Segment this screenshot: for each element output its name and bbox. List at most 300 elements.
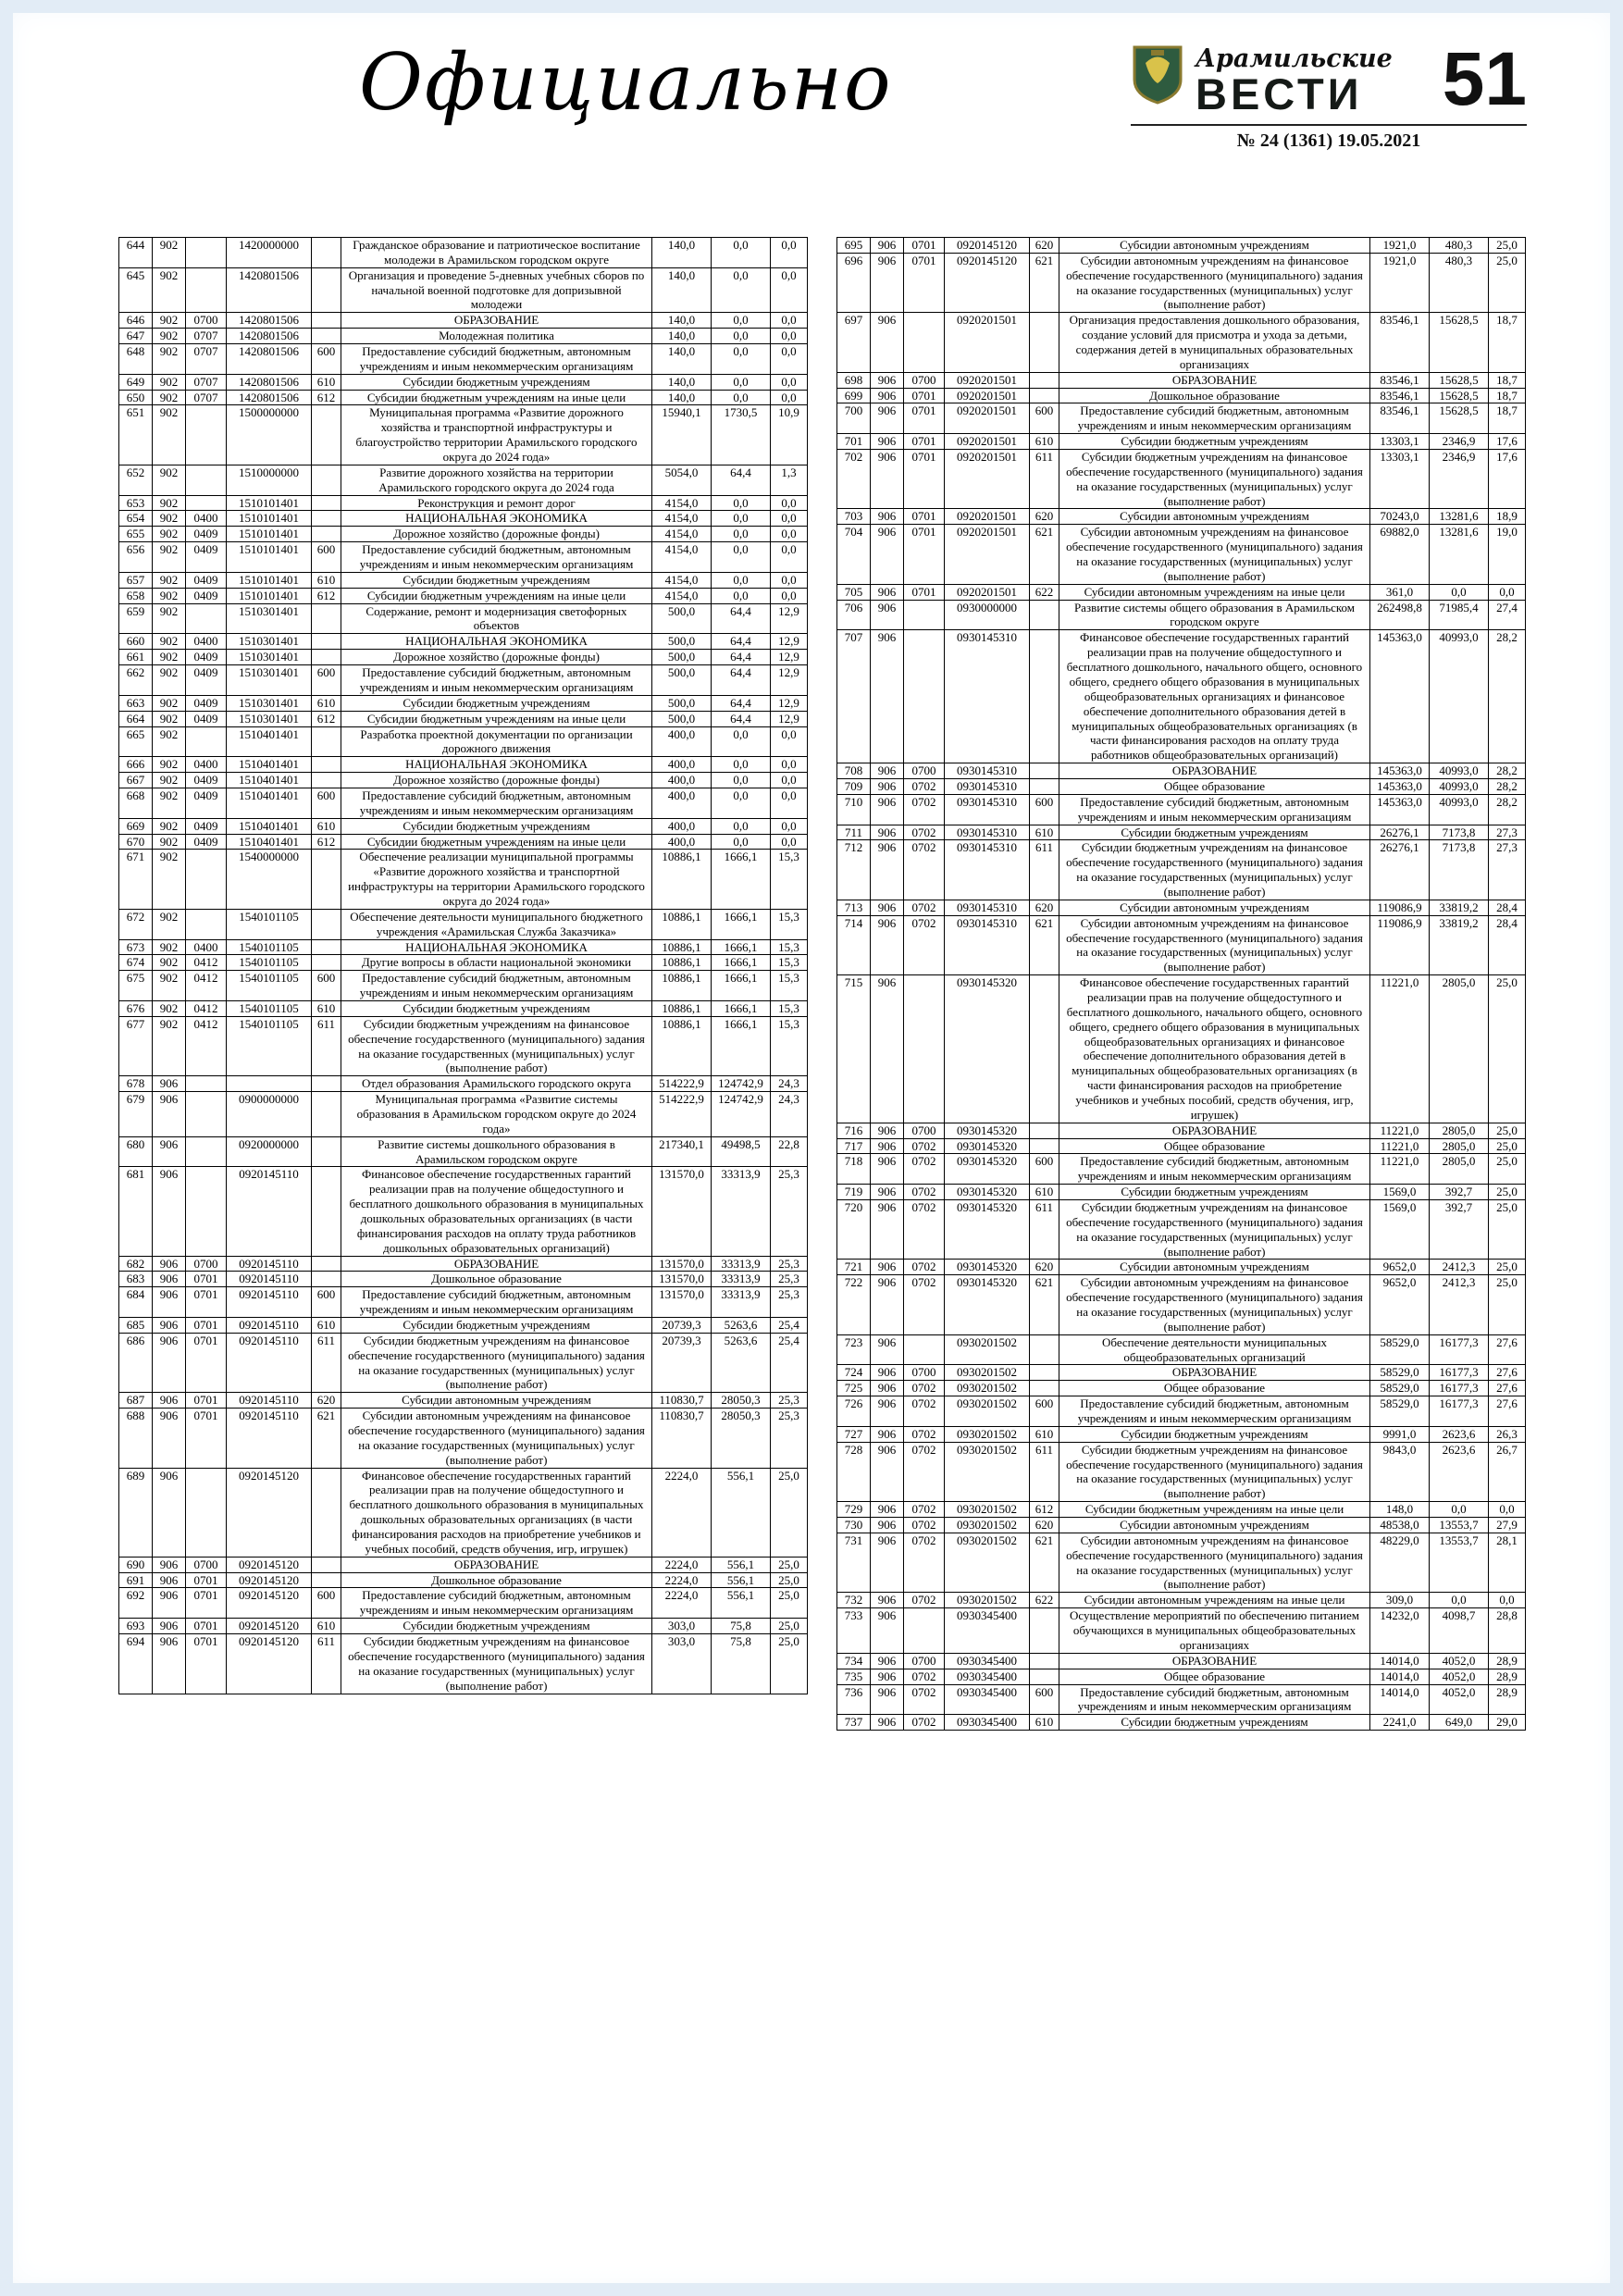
target-article-code: 1420801506: [227, 390, 312, 405]
target-article-code: 0920201501: [945, 388, 1030, 403]
table-row: [119, 665, 808, 696]
executed: 75,8: [712, 1634, 771, 1694]
issue-info: № 24 (1361) 19.05.2021: [1131, 124, 1527, 152]
expense-name: Дошкольное образование: [341, 1272, 652, 1287]
executed: 392,7: [1430, 1200, 1489, 1260]
expense-name: Субсидии бюджетным учреждениям: [1059, 1715, 1370, 1731]
annual-plan: 2224,0: [652, 1557, 712, 1572]
newspaper-name: [1196, 44, 1393, 117]
table-row: [837, 388, 1526, 403]
target-article-code: 1540101105: [227, 939, 312, 955]
executed: 0,0: [712, 511, 771, 527]
target-article-code: 1510401401: [227, 788, 312, 818]
table-row: [119, 511, 808, 527]
execution-percent: 29,0: [1489, 1715, 1526, 1731]
section-code: 0701: [904, 584, 945, 600]
line-number: 730: [837, 1518, 871, 1533]
expense-type-code: [1030, 388, 1059, 403]
target-article-code: 1510101401: [227, 588, 312, 603]
grbs-code: 902: [153, 634, 186, 650]
expense-type-code: 621: [312, 1409, 341, 1468]
execution-percent: 18,7: [1489, 403, 1526, 434]
expense-name: Дорожное хозяйство (дорожные фонды): [341, 773, 652, 788]
expense-type-code: 610: [312, 695, 341, 711]
section-code: 0409: [186, 695, 227, 711]
executed: 0,0: [712, 238, 771, 268]
grbs-code: 906: [871, 509, 904, 525]
target-article-code: 0920145120: [227, 1619, 312, 1634]
execution-percent: 15,3: [771, 850, 808, 909]
expense-type-code: 612: [312, 711, 341, 726]
expense-name: Субсидии бюджетным учреждениям: [341, 1619, 652, 1634]
target-article-code: 1510301401: [227, 695, 312, 711]
grbs-code: 906: [871, 840, 904, 900]
newspaper-logo: [1131, 37, 1527, 121]
execution-percent: 0,0: [771, 834, 808, 850]
execution-percent: 15,3: [771, 955, 808, 971]
grbs-code: 902: [153, 267, 186, 313]
grbs-code: 902: [153, 390, 186, 405]
annual-plan: 217340,1: [652, 1136, 712, 1167]
expense-type-code: 600: [1030, 794, 1059, 825]
execution-percent: 0,0: [771, 511, 808, 527]
annual-plan: 11221,0: [1370, 1154, 1430, 1185]
annual-plan: 26276,1: [1370, 840, 1430, 900]
executed: 1666,1: [712, 939, 771, 955]
grbs-code: 906: [871, 238, 904, 254]
line-number: 722: [837, 1275, 871, 1334]
grbs-code: 906: [871, 1154, 904, 1185]
execution-percent: 28,9: [1489, 1669, 1526, 1684]
table-row: [119, 634, 808, 650]
line-number: 679: [119, 1092, 153, 1137]
execution-percent: 25,0: [771, 1634, 808, 1694]
expense-name: Развитие системы общего образования в Арамильском городском округе: [1059, 600, 1370, 630]
executed: 33313,9: [712, 1287, 771, 1318]
section-code: [186, 726, 227, 757]
target-article-code: 0930145320: [945, 1123, 1030, 1138]
expense-type-code: [312, 511, 341, 527]
grbs-code: 906: [871, 253, 904, 312]
expense-name: Предоставление субсидий бюджетным, автономным учреждениям и иным некоммерческим организациям: [1059, 1396, 1370, 1427]
line-number: 659: [119, 603, 153, 634]
line-number: 668: [119, 788, 153, 818]
expense-name: Предоставление субсидий бюджетным, автономным учреждениям и иным некоммерческим организациям: [341, 665, 652, 696]
grbs-code: 906: [871, 313, 904, 372]
target-article-code: 0930201502: [945, 1396, 1030, 1427]
section-code: 0400: [186, 511, 227, 527]
table-row: [837, 915, 1526, 974]
section-code: 0707: [186, 390, 227, 405]
target-article-code: 0920145120: [227, 1588, 312, 1619]
table-row: [119, 390, 808, 405]
line-number: 702: [837, 450, 871, 509]
expense-type-code: 600: [312, 1287, 341, 1318]
execution-percent: 25,3: [771, 1256, 808, 1272]
executed: 0,0: [712, 329, 771, 344]
expense-type-code: [1030, 372, 1059, 388]
table-row: [837, 1334, 1526, 1365]
line-number: 703: [837, 509, 871, 525]
execution-percent: 25,3: [771, 1393, 808, 1409]
execution-percent: 28,1: [1489, 1533, 1526, 1592]
executed: 480,3: [1430, 253, 1489, 312]
execution-percent: 22,8: [771, 1136, 808, 1167]
expense-name: ОБРАЗОВАНИЕ: [1059, 1653, 1370, 1669]
execution-percent: 25,0: [1489, 1200, 1526, 1260]
target-article-code: 0930145310: [945, 630, 1030, 763]
executed: 64,4: [712, 695, 771, 711]
expense-type-code: 600: [1030, 1684, 1059, 1715]
execution-percent: 0,0: [771, 344, 808, 375]
grbs-code: 906: [871, 450, 904, 509]
annual-plan: 70243,0: [1370, 509, 1430, 525]
executed: 480,3: [1430, 238, 1489, 254]
section-code: 0707: [186, 374, 227, 390]
executed: 4098,7: [1430, 1608, 1489, 1654]
grbs-code: 906: [871, 900, 904, 915]
target-article-code: 1510401401: [227, 726, 312, 757]
grbs-code: 906: [153, 1619, 186, 1634]
executed: 0,0: [712, 818, 771, 834]
grbs-code: 902: [153, 818, 186, 834]
annual-plan: 48538,0: [1370, 1518, 1430, 1533]
execution-percent: 25,0: [1489, 238, 1526, 254]
executed: 2623,6: [1430, 1426, 1489, 1442]
executed: 40993,0: [1430, 763, 1489, 779]
annual-plan: 15940,1: [652, 405, 712, 465]
executed: 71985,4: [1430, 600, 1489, 630]
expense-name: Организация предоставления дошкольного образования, создание условий для присмотра и ухода за детьми, содержания детей в муниципальных образовательных организациях: [1059, 313, 1370, 372]
grbs-code: 906: [871, 1518, 904, 1533]
executed: 2805,0: [1430, 1138, 1489, 1154]
expense-type-code: 610: [312, 374, 341, 390]
table-row: [837, 1533, 1526, 1592]
newspaper-name-bottom: ВЕСТИ: [1196, 69, 1363, 118]
annual-plan: 26276,1: [1370, 825, 1430, 840]
executed: 16177,3: [1430, 1381, 1489, 1396]
executed: 64,4: [712, 665, 771, 696]
expense-type-code: [312, 1557, 341, 1572]
expense-type-code: [1030, 313, 1059, 372]
annual-plan: 140,0: [652, 313, 712, 329]
expense-type-code: [312, 1272, 341, 1287]
line-number: 689: [119, 1468, 153, 1557]
line-number: 726: [837, 1396, 871, 1427]
expense-name: Субсидии бюджетным учреждениям на финансовое обеспечение государственного (муниципального) задания на оказание государственных (муниципальных) услуг (выполнение работ): [341, 1333, 652, 1392]
table-row: [837, 1275, 1526, 1334]
expense-name: Субсидии бюджетным учреждениям на иные цели: [341, 711, 652, 726]
expense-name: Общее образование: [1059, 1381, 1370, 1396]
expense-name: Субсидии бюджетным учреждениям на финансовое обеспечение государственного (муниципального) задания на оказание государственных (муниципальных) услуг (выполнение работ): [1059, 1442, 1370, 1501]
executed: 40993,0: [1430, 630, 1489, 763]
executed: 33819,2: [1430, 900, 1489, 915]
expense-name: Субсидии бюджетным учреждениям на иные цели: [341, 588, 652, 603]
table-row: [119, 1136, 808, 1167]
section-code: 0702: [904, 1426, 945, 1442]
line-number: 669: [119, 818, 153, 834]
expense-name: Дошкольное образование: [1059, 388, 1370, 403]
table-row: [837, 778, 1526, 794]
section-code: 0701: [186, 1333, 227, 1392]
section-code: 0702: [904, 1381, 945, 1396]
execution-percent: 28,8: [1489, 1608, 1526, 1654]
target-article-code: 0920000000: [227, 1136, 312, 1167]
grbs-code: 902: [153, 1000, 186, 1016]
annual-plan: 500,0: [652, 665, 712, 696]
expense-name: Дошкольное образование: [341, 1572, 652, 1588]
target-article-code: 0930201502: [945, 1334, 1030, 1365]
line-number: 700: [837, 403, 871, 434]
target-article-code: 1510000000: [227, 465, 312, 495]
expense-name: Субсидии бюджетным учреждениям на иные цели: [341, 390, 652, 405]
expense-name: Субсидии бюджетным учреждениям: [1059, 434, 1370, 450]
section-code: 0700: [904, 372, 945, 388]
execution-percent: 18,9: [1489, 509, 1526, 525]
executed: 649,0: [1430, 1715, 1489, 1731]
expense-type-code: [312, 1076, 341, 1092]
grbs-code: 902: [153, 405, 186, 465]
line-number: 716: [837, 1123, 871, 1138]
target-article-code: 0930145310: [945, 778, 1030, 794]
execution-percent: 28,4: [1489, 900, 1526, 915]
execution-percent: 27,4: [1489, 600, 1526, 630]
target-article-code: 0920145120: [227, 1634, 312, 1694]
table-row: [837, 1502, 1526, 1518]
table-row: [119, 1333, 808, 1392]
table-row: [119, 1000, 808, 1016]
expense-name: Субсидии автономным учреждениям: [1059, 1518, 1370, 1533]
expense-name: Субсидии бюджетным учреждениям: [341, 1000, 652, 1016]
target-article-code: 0920201501: [945, 313, 1030, 372]
grbs-code: 906: [153, 1167, 186, 1256]
table-row: [837, 1593, 1526, 1608]
target-article-code: 0930145310: [945, 915, 1030, 974]
grbs-code: 906: [153, 1572, 186, 1588]
grbs-code: 906: [871, 825, 904, 840]
section-code: [186, 1076, 227, 1092]
target-article-code: 0930145320: [945, 1200, 1030, 1260]
expense-name: Субсидии автономным учреждениям: [1059, 238, 1370, 254]
section-code: 0702: [904, 915, 945, 974]
target-article-code: 0930201502: [945, 1442, 1030, 1501]
target-article-code: 0920145110: [227, 1287, 312, 1318]
table-row: [119, 834, 808, 850]
expense-type-code: [312, 267, 341, 313]
expense-name: Молодежная политика: [341, 329, 652, 344]
table-row: [119, 695, 808, 711]
table-row: [837, 600, 1526, 630]
table-row: [837, 1365, 1526, 1381]
executed: 2412,3: [1430, 1260, 1489, 1275]
executed: 64,4: [712, 465, 771, 495]
execution-percent: 15,3: [771, 1000, 808, 1016]
section-code: 0700: [186, 313, 227, 329]
grbs-code: 906: [871, 1200, 904, 1260]
expense-type-code: 600: [1030, 1396, 1059, 1427]
expense-type-code: 600: [312, 788, 341, 818]
execution-percent: 0,0: [771, 390, 808, 405]
expense-name: Субсидии автономным учреждениям на финансовое обеспечение государственного (муниципального) задания на оказание государственных (муниципальных) услуг (выполнение работ): [341, 1409, 652, 1468]
annual-plan: 500,0: [652, 603, 712, 634]
section-code: [186, 495, 227, 511]
section-code: 0412: [186, 971, 227, 1001]
line-number: 654: [119, 511, 153, 527]
section-code: 0702: [904, 794, 945, 825]
execution-percent: 27,3: [1489, 840, 1526, 900]
annual-plan: 9843,0: [1370, 1442, 1430, 1501]
table-row: [837, 1200, 1526, 1260]
expense-type-code: 612: [312, 390, 341, 405]
target-article-code: [227, 1076, 312, 1092]
execution-percent: 0,0: [771, 726, 808, 757]
target-article-code: 0900000000: [227, 1092, 312, 1137]
line-number: 653: [119, 495, 153, 511]
target-article-code: 0920145110: [227, 1167, 312, 1256]
annual-plan: 83546,1: [1370, 403, 1430, 434]
target-article-code: 0920145120: [227, 1468, 312, 1557]
expense-type-code: 620: [1030, 1260, 1059, 1275]
expense-name: Субсидии бюджетным учреждениям на финансовое обеспечение государственного (муниципального) задания на оказание государственных (муниципальных) услуг (выполнение работ): [341, 1634, 652, 1694]
line-number: 646: [119, 313, 153, 329]
executed: 5263,6: [712, 1318, 771, 1334]
target-article-code: 0920201501: [945, 509, 1030, 525]
grbs-code: 902: [153, 603, 186, 634]
grbs-code: 902: [153, 955, 186, 971]
line-number: 658: [119, 588, 153, 603]
table-row: [837, 525, 1526, 584]
section-code: 0700: [904, 1653, 945, 1669]
expense-name: Обеспечение реализации муниципальной программы «Развитие дорожного хозяйства и транспортной инфраструктуры на территории Арамильского городского округа до 2024 года»: [341, 850, 652, 909]
executed: 4052,0: [1430, 1669, 1489, 1684]
budget-table-column-right: [836, 237, 1525, 1731]
execution-percent: 1,3: [771, 465, 808, 495]
line-number: 698: [837, 372, 871, 388]
execution-percent: 24,3: [771, 1076, 808, 1092]
section-code: 0702: [904, 1518, 945, 1533]
expense-name: Предоставление субсидий бюджетным, автономным учреждениям и иным некоммерческим организациям: [341, 971, 652, 1001]
line-number: 715: [837, 975, 871, 1123]
annual-plan: 500,0: [652, 695, 712, 711]
executed: 124742,9: [712, 1092, 771, 1137]
executed: 556,1: [712, 1468, 771, 1557]
table-row: [119, 603, 808, 634]
grbs-code: 906: [871, 403, 904, 434]
table-row: [119, 374, 808, 390]
annual-plan: 145363,0: [1370, 794, 1430, 825]
section-code: 0701: [186, 1572, 227, 1588]
execution-percent: 26,3: [1489, 1426, 1526, 1442]
expense-type-code: [1030, 1669, 1059, 1684]
executed: 13553,7: [1430, 1533, 1489, 1592]
executed: 2805,0: [1430, 975, 1489, 1123]
expense-type-code: [312, 909, 341, 939]
section-code: 0702: [904, 1684, 945, 1715]
line-number: 677: [119, 1016, 153, 1075]
target-article-code: 0930345400: [945, 1715, 1030, 1731]
table-row: [837, 1684, 1526, 1715]
annual-plan: 58529,0: [1370, 1334, 1430, 1365]
table-row: [119, 955, 808, 971]
expense-name: Субсидии автономным учреждениям на финансовое обеспечение государственного (муниципального) задания на оказание государственных (муниципальных) услуг (выполнение работ): [1059, 915, 1370, 974]
expense-name: Субсидии автономным учреждениям на иные цели: [1059, 584, 1370, 600]
section-code: 0701: [186, 1634, 227, 1694]
annual-plan: 4154,0: [652, 572, 712, 588]
target-article-code: 0930145320: [945, 975, 1030, 1123]
expense-name: Гражданское образование и патриотическое воспитание молодежи в Арамильском городском округе: [341, 238, 652, 268]
grbs-code: 906: [871, 600, 904, 630]
expense-name: Субсидии автономным учреждениям на финансовое обеспечение государственного (муниципального) задания на оказание государственных (муниципальных) услуг (выполнение работ): [1059, 1533, 1370, 1592]
line-number: 650: [119, 390, 153, 405]
line-number: 688: [119, 1409, 153, 1468]
execution-percent: 12,9: [771, 650, 808, 665]
grbs-code: 906: [871, 1185, 904, 1200]
expense-name: Общее образование: [1059, 1138, 1370, 1154]
execution-percent: 28,2: [1489, 763, 1526, 779]
annual-plan: 48229,0: [1370, 1533, 1430, 1592]
execution-percent: 27,3: [1489, 825, 1526, 840]
annual-plan: 9991,0: [1370, 1426, 1430, 1442]
masthead-brand-block: [1131, 37, 1527, 152]
expense-name: Субсидии автономным учреждениям: [1059, 900, 1370, 915]
section-code: 0700: [186, 1557, 227, 1572]
section-code: 0702: [904, 1200, 945, 1260]
section-code: 0701: [186, 1272, 227, 1287]
expense-type-code: 610: [312, 1619, 341, 1634]
grbs-code: 902: [153, 542, 186, 573]
expense-name: Предоставление субсидий бюджетным, автономным учреждениям и иным некоммерческим организациям: [341, 1287, 652, 1318]
annual-plan: 1921,0: [1370, 253, 1430, 312]
annual-plan: 1569,0: [1370, 1200, 1430, 1260]
table-row: [837, 238, 1526, 254]
line-number: 723: [837, 1334, 871, 1365]
line-number: 673: [119, 939, 153, 955]
table-row: [119, 757, 808, 773]
target-article-code: 1510401401: [227, 757, 312, 773]
annual-plan: 83546,1: [1370, 313, 1430, 372]
expense-type-code: [312, 405, 341, 465]
target-article-code: 1540101105: [227, 955, 312, 971]
table-row: [119, 1167, 808, 1256]
execution-percent: 27,6: [1489, 1396, 1526, 1427]
newspaper-name-top: Арамильские: [1196, 44, 1393, 73]
annual-plan: 5054,0: [652, 465, 712, 495]
annual-plan: 140,0: [652, 267, 712, 313]
section-code: 0702: [904, 1396, 945, 1427]
execution-percent: 25,0: [1489, 1123, 1526, 1138]
expense-type-code: [312, 757, 341, 773]
target-article-code: 0920145120: [945, 253, 1030, 312]
table-row: [837, 434, 1526, 450]
grbs-code: 906: [871, 1442, 904, 1501]
line-number: 680: [119, 1136, 153, 1167]
target-article-code: 1420801506: [227, 374, 312, 390]
table-row: [837, 1608, 1526, 1654]
expense-name: Субсидии бюджетным учреждениям на финансовое обеспечение государственного (муниципального) задания на оказание государственных (муниципальных) услуг (выполнение работ): [341, 1016, 652, 1075]
section-code: [186, 850, 227, 909]
expense-type-code: [312, 773, 341, 788]
executed: 64,4: [712, 711, 771, 726]
expense-name: Субсидии бюджетным учреждениям на финансовое обеспечение государственного (муниципального) задания на оказание государственных (муниципальных) услуг (выполнение работ): [1059, 450, 1370, 509]
expense-type-code: [1030, 1123, 1059, 1138]
table-row: [119, 1318, 808, 1334]
expense-name: Дорожное хозяйство (дорожные фонды): [341, 527, 652, 542]
grbs-code: 902: [153, 665, 186, 696]
line-number: 690: [119, 1557, 153, 1572]
executed: 1666,1: [712, 850, 771, 909]
annual-plan: 400,0: [652, 818, 712, 834]
line-number: 691: [119, 1572, 153, 1588]
